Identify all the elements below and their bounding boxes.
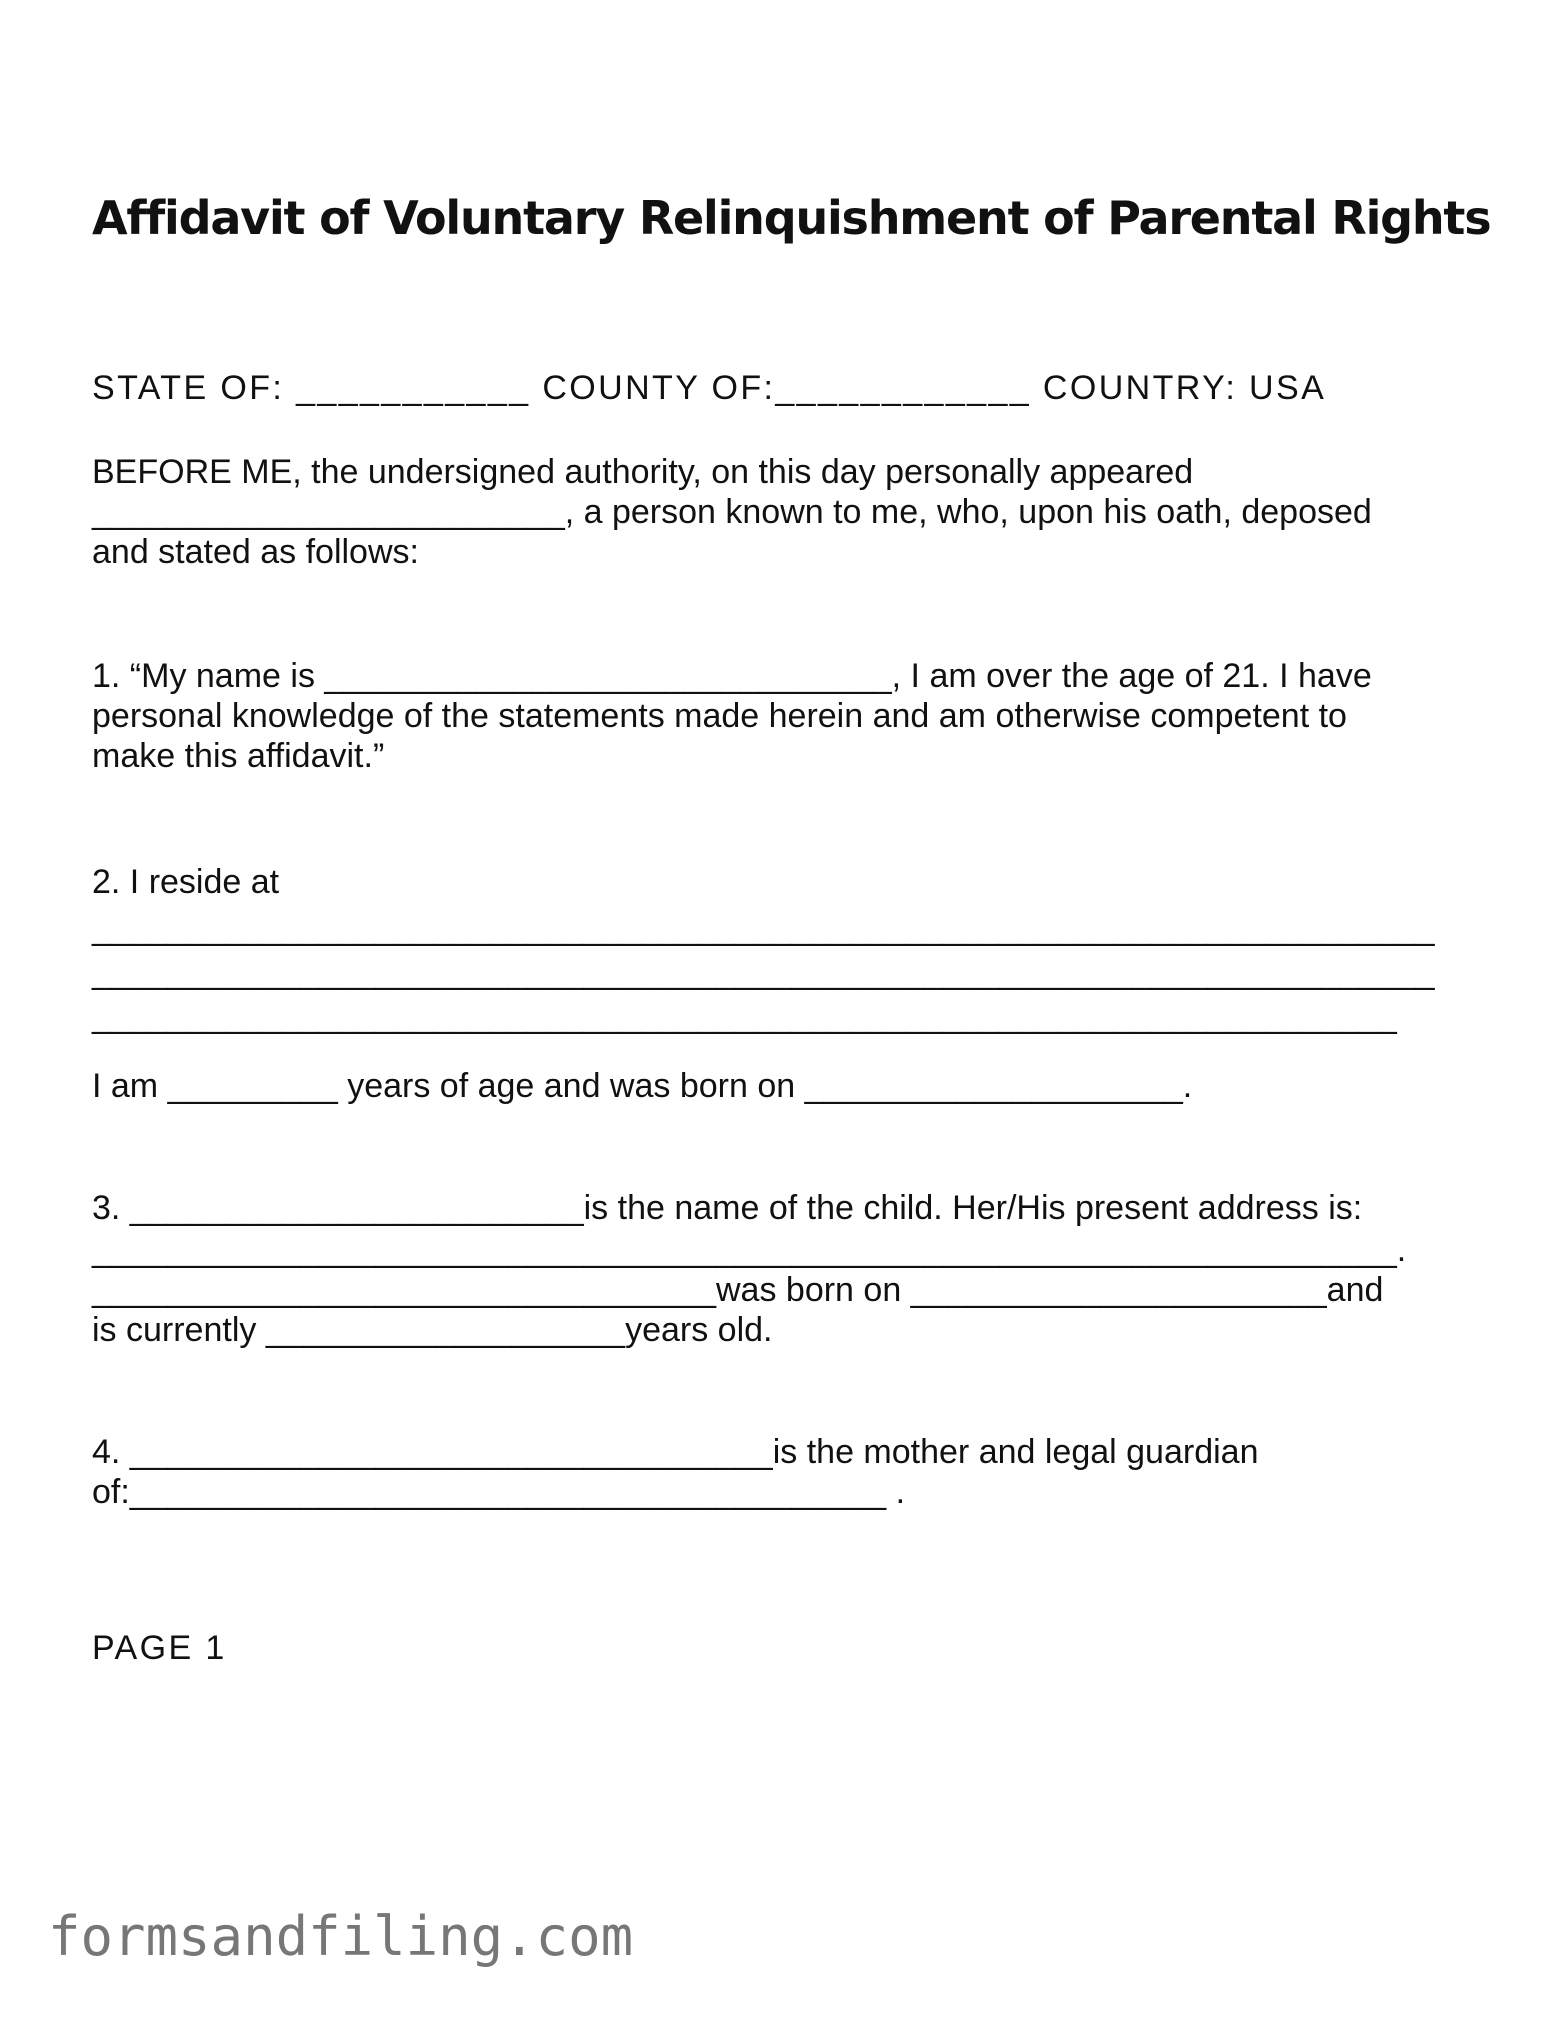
item-2-address-blank-2: _______________________________________________________________________ xyxy=(92,953,1435,991)
item-4-line-2: of:________________________________________ . xyxy=(92,1473,906,1511)
state-county-country-line: STATE OF: ___________ COUNTY OF:____________ COUNTRY: USA xyxy=(92,369,1327,407)
item-1-line-2: personal knowledge of the statements made herein and am otherwise competent to xyxy=(92,697,1347,735)
item-3-line-4: is currently ___________________years old. xyxy=(92,1311,773,1349)
item-1-line-1: 1. “My name is ______________________________, I am over the age of 21. I have xyxy=(92,657,1372,695)
item-1-line-3: make this affidavit.” xyxy=(92,737,385,775)
item-3-line-1: 3. ________________________is the name of the child. Her/His present address is: xyxy=(92,1189,1363,1227)
site-watermark: formsandfiling.com xyxy=(48,1905,634,1968)
page-number-label: PAGE 1 xyxy=(92,1629,227,1667)
item-2-address-blank-3: _____________________________________________________________________ xyxy=(92,997,1397,1035)
item-3-line-3: _________________________________was born on ______________________and xyxy=(92,1271,1384,1309)
item-3-line-2: _____________________________________________________________________. xyxy=(92,1231,1407,1269)
item-2-address-blank-1: _______________________________________________________________________ xyxy=(92,909,1435,947)
before-me-line-2: _________________________, a person known to me, who, upon his oath, deposed xyxy=(92,493,1372,531)
document-title: Affidavit of Voluntary Relinquishment of Parental Rights xyxy=(92,191,1491,245)
item-2-line-1: 2. I reside at xyxy=(92,863,280,901)
before-me-line-3: and stated as follows: xyxy=(92,533,419,571)
item-4-line-1: 4. __________________________________is the mother and legal guardian xyxy=(92,1433,1259,1471)
age-line: I am _________ years of age and was born on ____________________. xyxy=(92,1067,1193,1105)
before-me-line-1: BEFORE ME, the undersigned authority, on this day personally appeared xyxy=(92,453,1194,491)
